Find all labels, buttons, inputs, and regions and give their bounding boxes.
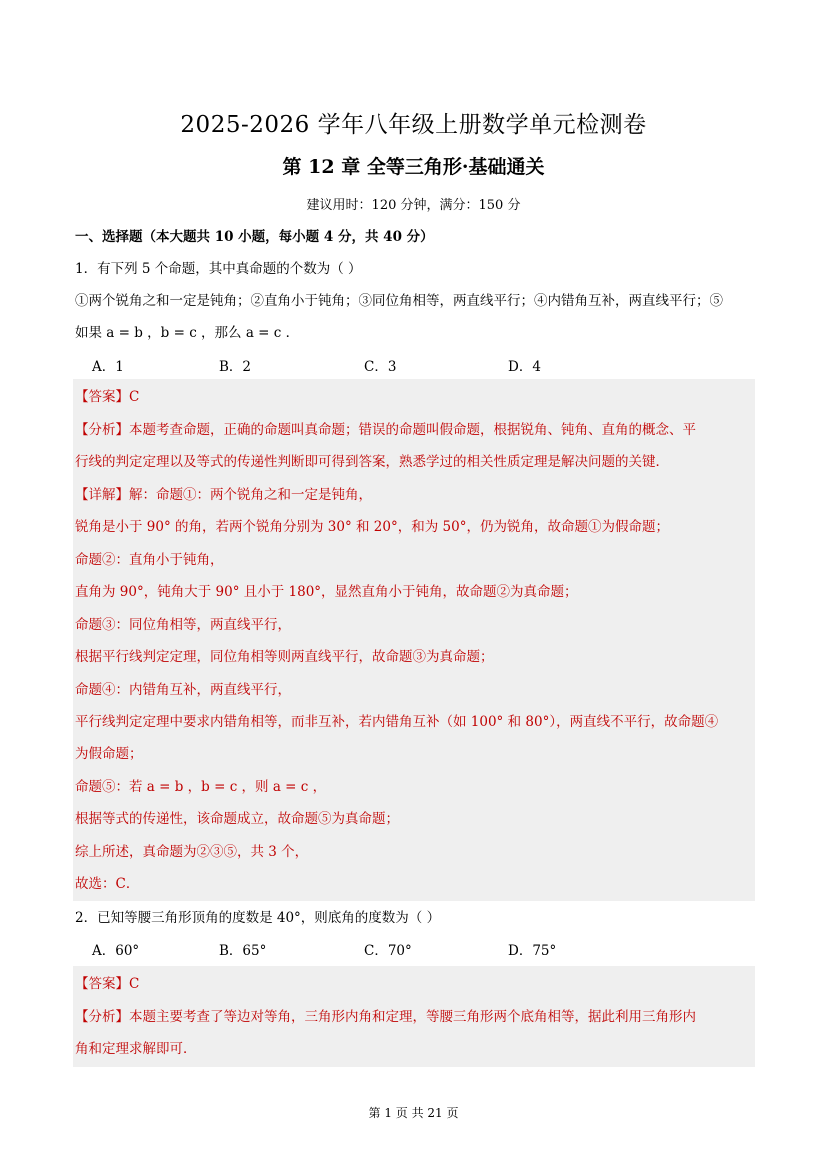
q1-option-d: D．4 bbox=[508, 359, 541, 375]
chapter-subtitle: 第 12 章 全等三角形·基础通关 bbox=[282, 156, 545, 178]
q2-stem: 2．已知等腰三角形顶角的度数是 40°，则底角的度数为（ ） bbox=[75, 910, 441, 926]
q1-option-a: A．1 bbox=[92, 359, 124, 375]
q1-detail-line: 平行线判定定理中要求内错角相等，而非互补，若内错角互补（如 100° 和 80°），两直线不平行，故命题④ bbox=[75, 714, 719, 730]
q1-detail-line: 故选：C． bbox=[75, 876, 140, 892]
q1-detail-line: 根据等式的传递性，该命题成立，故命题⑤为真命题； bbox=[75, 811, 399, 827]
q1-statement-line2: 如果 a = b ，b = c ，那么 a = c ． bbox=[75, 325, 300, 341]
section-heading: 一、选择题（本大题共 10 小题，每小题 4 分，共 40 分） bbox=[75, 229, 434, 245]
q1-detail-line: 锐角是小于 90° 的角，若两个锐角分别为 30° 和 20°，和为 50°，仍为锐角，故命题①为假命题； bbox=[75, 519, 669, 535]
q1-statement-line1: ①两个锐角之和一定是钝角；②直角小于钝角；③同位角相等，两直线平行；④内错角互补，两直线平行；⑤ bbox=[75, 293, 723, 309]
q2-analysis-line1: 【分析】本题主要考查了等边对等角，三角形内角和定理，等腰三角形两个底角相等，据此利用三角形内 bbox=[75, 1009, 696, 1025]
q1-option-b: B．2 bbox=[219, 359, 252, 375]
q1-detail-line: 为假命题； bbox=[75, 746, 143, 762]
document-title: 2025-2026 学年八年级上册数学单元检测卷 bbox=[180, 112, 647, 138]
page-footer: 第 1 页 共 21 页 bbox=[368, 1106, 459, 1120]
q2-option-b: B．65° bbox=[219, 943, 267, 959]
q2-analysis-line2: 角和定理求解即可． bbox=[75, 1041, 197, 1057]
q1-detail-line: 命题③：同位角相等，两直线平行， bbox=[75, 617, 291, 633]
q1-stem: 1．有下列 5 个命题，其中真命题的个数为（ ） bbox=[75, 261, 362, 277]
exam-meta: 建议用时：120 分钟，满分：150 分 bbox=[306, 198, 521, 213]
q1-detail-line: 命题②：直角小于钝角， bbox=[75, 552, 224, 568]
q1-option-c: C．3 bbox=[364, 359, 397, 375]
q1-analysis-line1: 【分析】本题考查命题，正确的命题叫真命题；错误的命题叫假命题，根据锐角、钝角、直角的概念、平 bbox=[75, 422, 696, 438]
q1-detail-line: 命题⑤：若 a = b ，b = c ，则 a = c ， bbox=[75, 779, 327, 795]
q2-option-a: A．60° bbox=[92, 943, 140, 959]
q1-detail-line: 综上所述，真命题为②③⑤，共 3 个， bbox=[75, 844, 309, 860]
q2-option-d: D．75° bbox=[508, 943, 557, 959]
q1-analysis-line2: 行线的判定定理以及等式的传递性判断即可得到答案，熟悉学过的相关性质定理是解决问题的关键． bbox=[75, 454, 669, 470]
q1-detail-line: 【详解】解：命题①：两个锐角之和一定是钝角， bbox=[75, 487, 372, 503]
q1-answer: 【答案】C bbox=[75, 389, 140, 405]
q1-detail-line: 根据平行线判定定理，同位角相等则两直线平行，故命题③为真命题； bbox=[75, 649, 494, 665]
q1-detail-line: 命题④：内错角互补，两直线平行， bbox=[75, 682, 291, 698]
q1-detail-line: 直角为 90°，钝角大于 90° 且小于 180°，显然直角小于钝角，故命题②为真命题； bbox=[75, 584, 578, 600]
q2-option-c: C．70° bbox=[364, 943, 412, 959]
q2-answer: 【答案】C bbox=[75, 976, 140, 992]
